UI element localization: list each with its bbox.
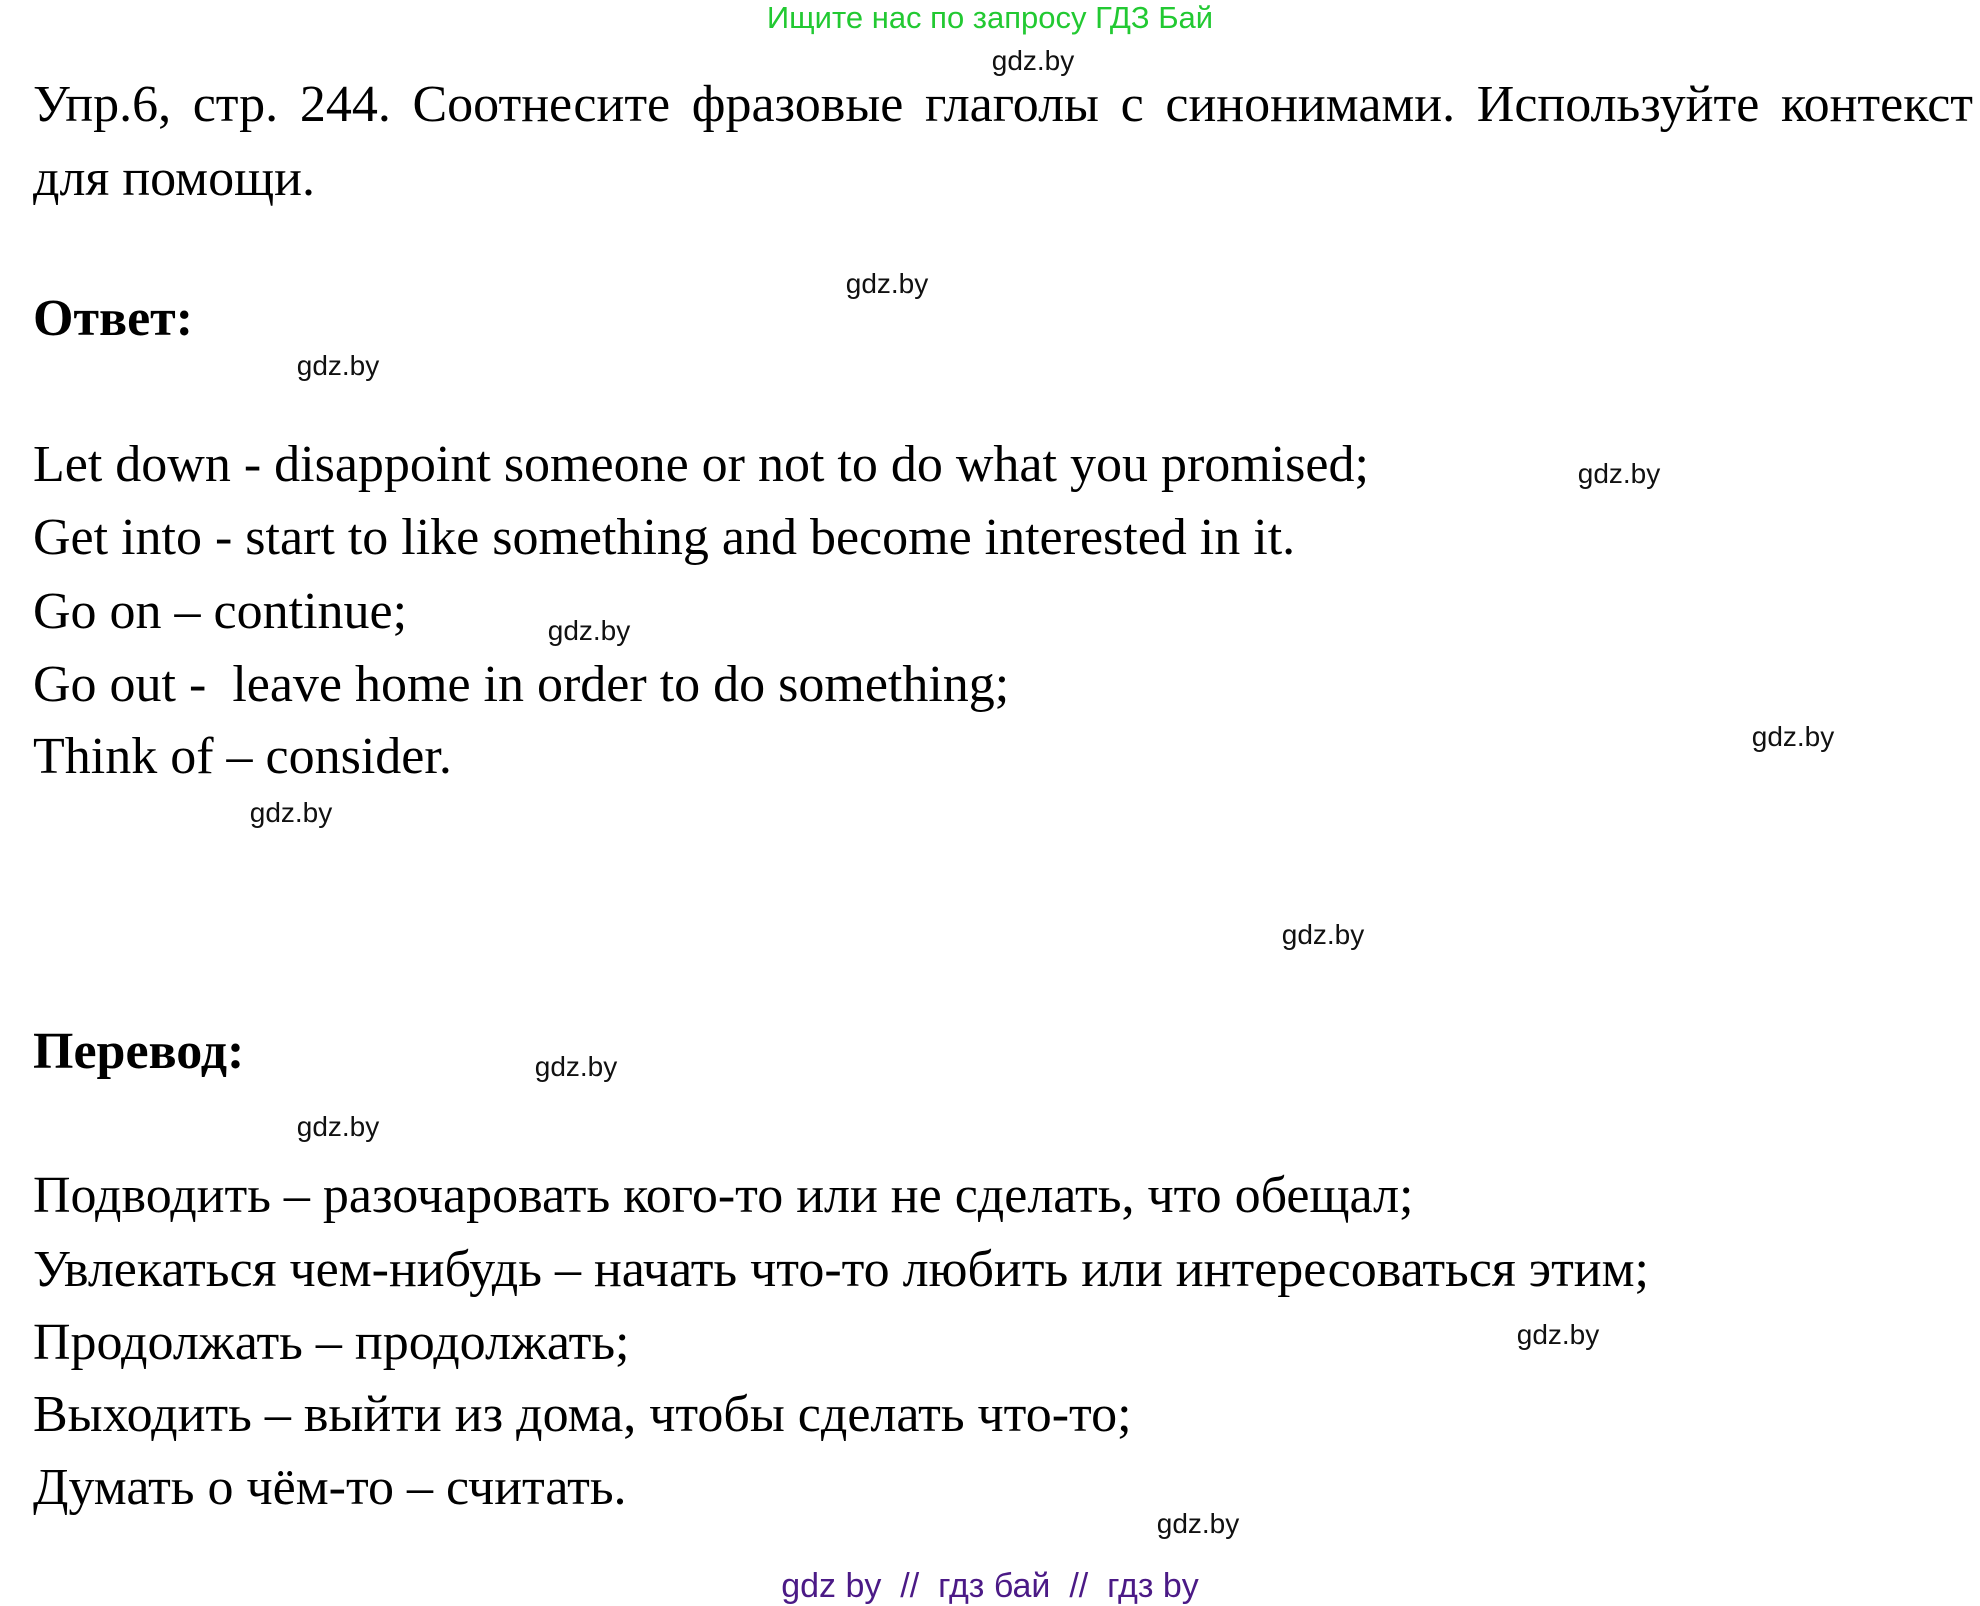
- watermark: gdz.by: [534, 1051, 618, 1082]
- answer-heading: Ответ:: [33, 290, 194, 347]
- task-title: Упр.6, стр. 244. Соотнесите фразовые глаголы с синонимами. Используйте контекст для помощи.: [33, 76, 1973, 207]
- footer-site-links: gdz by // гдз бай // гдз by: [781, 1567, 1199, 1605]
- watermark: gdz.by: [1577, 458, 1661, 489]
- search-hint-banner: Ищите нас по запросу ГДЗ Бай: [766, 0, 1214, 35]
- watermark: gdz.by: [1281, 919, 1365, 950]
- watermark: gdz.by: [547, 615, 631, 646]
- answer-line: Let down - disappoint someone or not to do what you promised;: [33, 436, 1369, 493]
- watermark: gdz.by: [296, 350, 380, 381]
- translation-heading: Перевод:: [33, 1023, 245, 1080]
- answer-line: Get into - start to like something and become interested in it.: [33, 509, 1296, 566]
- translation-line: Выходить – выйти из дома, чтобы сделать что-то;: [33, 1386, 1132, 1443]
- watermark: gdz.by: [296, 1111, 380, 1142]
- translation-line: Продолжать – продолжать;: [33, 1314, 630, 1371]
- watermark: gdz.by: [991, 45, 1075, 76]
- watermark: gdz.by: [249, 797, 333, 828]
- translation-line: Подводить – разочаровать кого-то или не сделать, что обещал;: [33, 1167, 1414, 1224]
- watermark: gdz.by: [1156, 1508, 1240, 1539]
- watermark: gdz.by: [845, 268, 929, 299]
- watermark: gdz.by: [1516, 1319, 1600, 1350]
- answer-line: Think of – consider.: [33, 728, 452, 785]
- translation-line: Думать о чём-то – считать.: [33, 1459, 627, 1516]
- translation-line: Увлекаться чем-нибудь – начать что-то любить или интересоваться этим;: [33, 1241, 1649, 1298]
- answer-line: Go out - leave home in order to do something;: [33, 656, 1010, 713]
- watermark: gdz.by: [1751, 721, 1835, 752]
- answer-line: Go on – continue;: [33, 583, 408, 640]
